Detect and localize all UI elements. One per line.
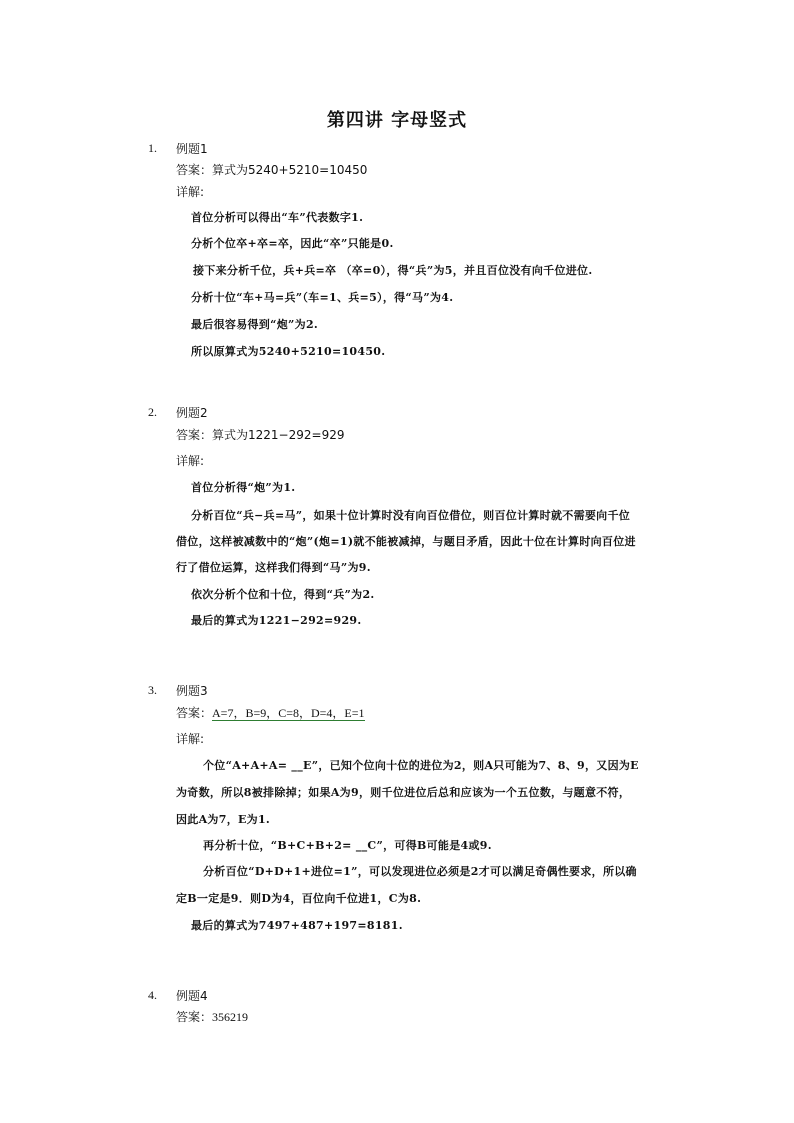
detail-line: 分析百位“兵−兵=马”，如果十位计算时没有向百位借位，则百位计算时就不需要向千位: [191, 509, 631, 522]
detail-line: 分析十位“车+马=兵”（车=1、兵=5），得“马”为4.: [191, 291, 454, 304]
section-heading: 例题1: [176, 142, 208, 156]
answer-prefix: 答案：: [176, 163, 213, 177]
section-heading: 例题4: [176, 989, 208, 1003]
detail-label: 详解:: [176, 732, 205, 746]
detail-line: 最后的算式为1221−292=929.: [191, 614, 362, 627]
detail-label: 详解:: [176, 454, 205, 468]
answer-value: 算式为1221−292=929: [212, 428, 345, 442]
answer-prefix: 答案：: [176, 1010, 213, 1024]
detail-line: 为奇数，所以8被排除掉；如果A为9，则千位进位后总和应该为一个五位数，与题意不符，: [176, 786, 631, 799]
answer-line: [176, 426, 344, 443]
detail-line: 分析百位“D+D+1+进位=1”，可以发现进位必须是2才可以满足奇偶性要求，所以确: [203, 865, 637, 878]
answer-line: [176, 1008, 248, 1025]
detail-line: 最后的算式为7497+487+197=8181.: [191, 919, 403, 932]
answer-prefix: 答案：: [176, 428, 213, 442]
section-heading: 例题3: [176, 684, 208, 698]
detail-line: 接下来分析千位，兵+兵=卒 （卒=0），得“兵”为5，并且百位没有向千位进位.: [193, 264, 593, 277]
section-number: 2.: [148, 405, 157, 419]
section-number: 1.: [148, 141, 157, 155]
detail-line: 分析个位卒+卒=卒，因此“卒”只能是0.: [191, 237, 394, 250]
section-heading: 例题2: [176, 406, 208, 420]
detail-label: 详解:: [176, 185, 205, 199]
detail-line: 依次分析个位和十位，得到“兵”为2.: [191, 588, 375, 601]
detail-line: 首位分析可以得出“车”代表数字1.: [191, 211, 364, 224]
page-title: 第四讲 字母竖式: [326, 110, 468, 131]
detail-line: 借位，这样被减数中的“炮”(炮=1)就不能被减掉，与题目矛盾，因此十位在计算时向百位进: [176, 535, 636, 548]
detail-line: 个位“A+A+A= __E”，已知个位向十位的进位为2，则A只可能为7、8、9，又因为E: [203, 759, 639, 772]
detail-line: 因此A为7，E为1.: [176, 813, 271, 826]
section-number: 4.: [148, 988, 157, 1002]
detail-line: 行了借位运算，这样我们得到“马”为9.: [176, 561, 371, 574]
answer-value: A=7，B=9，C=8，D=4，E=1: [212, 706, 365, 720]
answer-value: 算式为5240+5210=10450: [212, 163, 368, 177]
answer-prefix: 答案：: [176, 706, 213, 720]
detail-line: 最后很容易得到“炮”为2.: [191, 318, 319, 331]
detail-line: 定B一定是9．则D为4，百位向千位进1，C为8.: [176, 892, 422, 905]
detail-line: 所以原算式为5240+5210=10450.: [191, 345, 386, 358]
answer-value: 356219: [212, 1010, 249, 1024]
detail-line: 首位分析得“炮”为1.: [191, 481, 296, 494]
detail-line: 再分析十位，“B+C+B+2= __C”，可得B可能是4或9.: [203, 839, 492, 852]
answer-line: [176, 161, 367, 178]
section-number: 3.: [148, 683, 157, 697]
answer-line: [176, 704, 365, 721]
